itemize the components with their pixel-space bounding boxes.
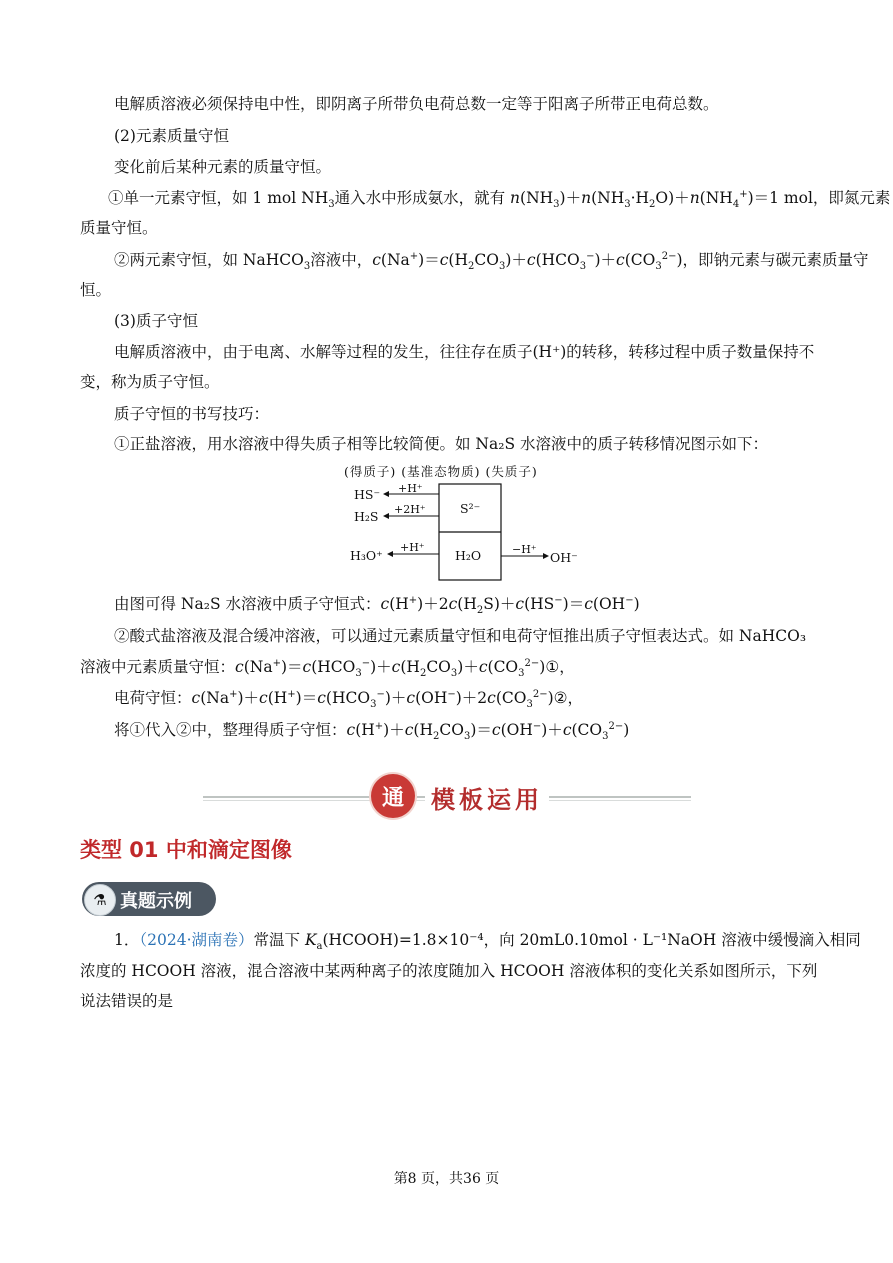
text-line: 电荷守恒：$c(Na^+)+c(H^+)=c(HCO_3^-)+c(OH^-)+2c(CO_3^{2-})②$， xyxy=(114,688,584,711)
diagram-caption: (得质子) (基准态物质) (失质子) xyxy=(344,464,538,479)
subheading-element-conservation: (2)元素质量守恒 xyxy=(114,127,229,145)
flask-icon: ⚗ xyxy=(84,884,116,916)
text-line: 电解质溶液中，由于电离、水解等过程的发生，往往存在质子(H⁺)的转移，转移过程中质子数量保持不 xyxy=(114,343,815,361)
page-footer: 第8 页，共36 页 xyxy=(393,1171,500,1187)
species-h2s: H₂S xyxy=(354,509,379,524)
box-species-s2: S²⁻ xyxy=(460,501,481,516)
text-line: 电解质溶液必须保持电中性，即阴离子所带负电荷总数一定等于阳离子所带正电荷总数。 xyxy=(114,95,719,113)
subheading-proton-conservation: (3)质子守恒 xyxy=(114,312,198,330)
banner-title: 模板运用 xyxy=(425,780,549,815)
example-badge-label: 真题示例 xyxy=(120,891,192,912)
proton-transfer-diagram xyxy=(344,462,594,586)
species-oh: OH⁻ xyxy=(550,550,578,565)
arrow-label-hs: +H⁺ xyxy=(398,482,423,495)
template-usage-banner xyxy=(203,772,691,822)
box-species-h2o: H₂O xyxy=(455,548,482,563)
diagram-svg xyxy=(344,462,594,586)
example-badge xyxy=(82,882,216,916)
text-line: ②酸式盐溶液及混合缓冲溶液，可以通过元素质量守恒和电荷守恒推出质子守恒表达式。如 NaHCO₃ xyxy=(114,627,807,645)
section-title: 类型 01 中和滴定图像 xyxy=(80,838,292,862)
question-source: （2024·湖南卷） xyxy=(139,931,254,949)
text-line: 变，称为质子守恒。 xyxy=(80,373,220,391)
text-line: ①正盐溶液，用水溶液中得失质子相等比较简便。如 Na₂S 水溶液中的质子转移情况图示如下： xyxy=(114,435,768,453)
text-line: 恒。 xyxy=(80,281,112,299)
text-line: 将①代入②中，整理得质子守恒：$c(H^+)+c(H_2CO_3)=c(OH^-)+c(CO_3^{2-})$ xyxy=(114,720,630,743)
arrow-label-h3o: +H⁺ xyxy=(400,541,425,554)
question-line: 说法错误的是 xyxy=(80,992,174,1010)
question-line: 浓度的 HCOOH 溶液，混合溶液中某两种离子的浓度随加入 HCOOH 溶液体积的变化关系如图所示，下列 xyxy=(80,962,818,980)
text-line: ①单一元素守恒，如 1 mol $NH_3$通入水中形成氨水，就有 $n(NH_3)+n(NH_3\cdot H_2O)+n(NH_4^+)=1$ mol，即氮元素 xyxy=(108,188,891,211)
text-line: 变化前后某种元素的质量守恒。 xyxy=(114,158,332,176)
text-line: 由图可得 Na₂S 水溶液中质子守恒式：$c(H^+)+2c(H_2S)+c(HS^-)=c(OH^-)$ xyxy=(114,594,640,617)
banner-badge-icon: 通 xyxy=(371,774,415,818)
text-line: ②两元素守恒，如 NaHCO$_3$溶液中，$c(Na^+)=c(H_2CO_3)+c(HCO_3^-)+c(CO_3^{2-})$，即钠元素与碳元素质量守 xyxy=(114,250,869,273)
species-hs: HS⁻ xyxy=(354,487,381,502)
text-line: 溶液中元素质量守恒：$c(Na^+)=c(HCO_3^-)+c(H_2CO_3)+c(CO_3^{2-})①$， xyxy=(80,657,575,680)
arrow-label-oh: −H⁺ xyxy=(512,543,537,556)
arrow-label-h2s: +2H⁺ xyxy=(394,503,426,516)
text-line: 质子守恒的书写技巧： xyxy=(114,405,270,423)
species-h3o: H₃O⁺ xyxy=(350,548,383,563)
question-line: 1．（2024·湖南卷）常温下 $K_a(HCOOH)=1.8\times 10^{-4}$，向 20mL0.10mol · L⁻¹NaOH 溶液中缓慢滴入相同 xyxy=(114,931,861,953)
text-line: 质量守恒。 xyxy=(80,219,158,237)
